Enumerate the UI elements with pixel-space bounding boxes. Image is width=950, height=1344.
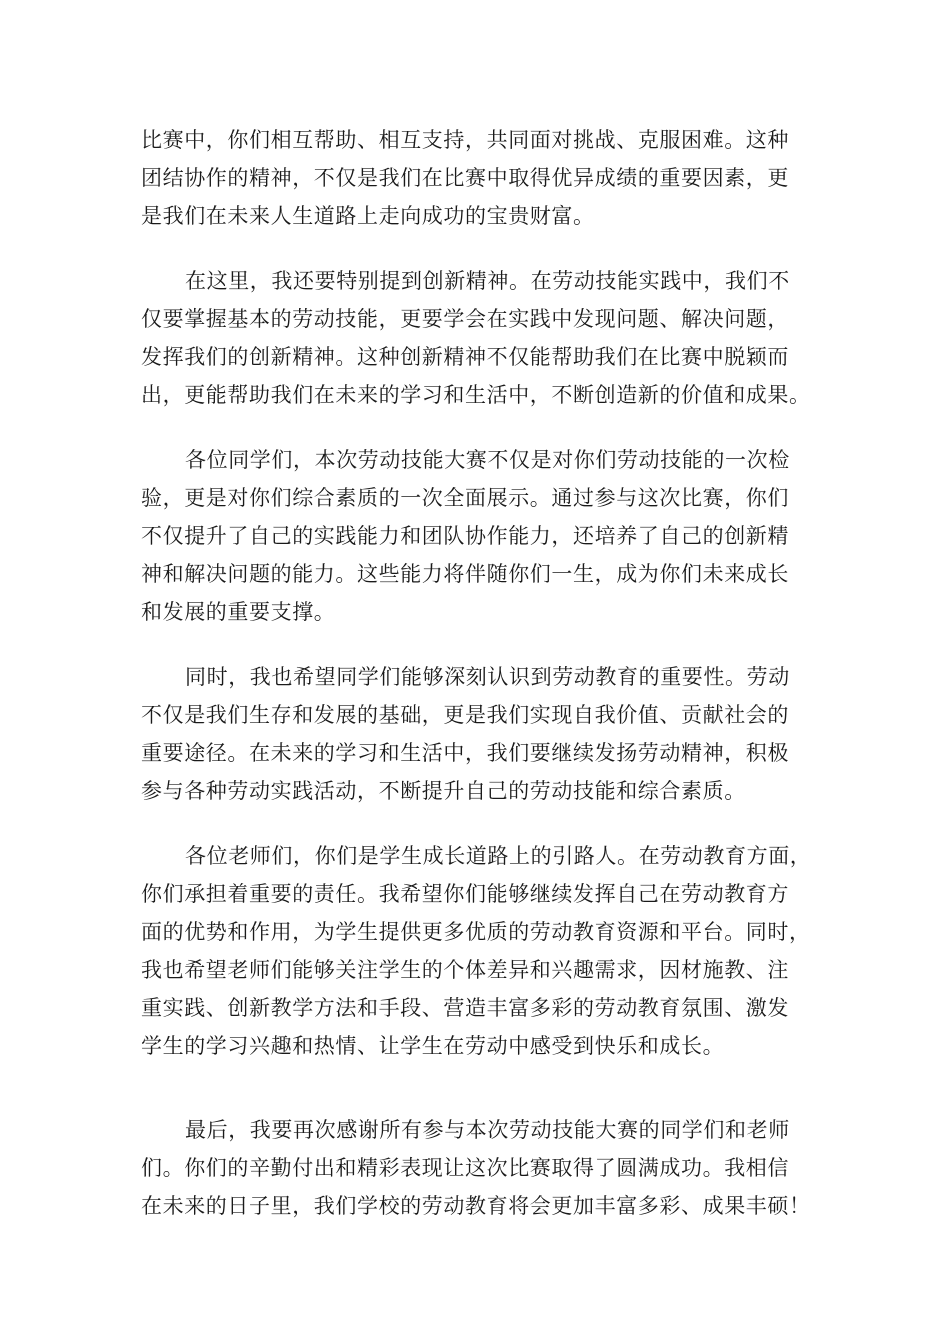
text-line: 在这里，我还要特别提到创新精神。在劳动技能实践中，我们不 xyxy=(185,269,790,293)
text-line: 神和解决问题的能力。这些能力将伴随你们一生，成为你们未来成长 xyxy=(141,562,789,586)
text-line: 各位同学们，本次劳动技能大赛不仅是对你们劳动技能的一次检 xyxy=(185,448,790,472)
paragraph-teachers xyxy=(141,837,833,1065)
text-line: 重实践、创新教学方法和手段、营造丰富多彩的劳动教育氛围、激发 xyxy=(141,996,789,1020)
text-line: 们。你们的辛勤付出和精彩表现让这次比赛取得了圆满成功。我相信 xyxy=(141,1156,789,1180)
paragraph-closing xyxy=(141,1111,833,1225)
paragraph-teamwork xyxy=(141,121,833,235)
text-line: 比赛中，你们相互帮助、相互支持，共同面对挑战、克服困难。这种 xyxy=(141,128,789,152)
text-line: 参与各种劳动实践活动，不断提升自己的劳动技能和综合素质。 xyxy=(141,779,746,803)
text-line: 各位老师们，你们是学生成长道路上的引路人。在劳动教育方面， xyxy=(185,844,812,868)
text-line: 发挥我们的创新精神。这种创新精神不仅能帮助我们在比赛中脱颖而 xyxy=(141,345,789,369)
text-line: 团结协作的精神，不仅是我们在比赛中取得优异成绩的重要因素，更 xyxy=(141,166,789,190)
text-line: 验，更是对你们综合素质的一次全面展示。通过参与这次比赛，你们 xyxy=(141,486,789,510)
text-line: 同时，我也希望同学们能够深刻认识到劳动教育的重要性。劳动 xyxy=(185,665,790,689)
text-line: 重要途径。在未来的学习和生活中，我们要继续发扬劳动精神，积极 xyxy=(141,741,789,765)
text-line: 最后，我要再次感谢所有参与本次劳动技能大赛的同学们和老师 xyxy=(185,1118,790,1142)
paragraph-labor-education xyxy=(141,658,833,810)
text-line: 你们承担着重要的责任。我希望你们能够继续发挥自己在劳动教育方 xyxy=(141,882,789,906)
text-line: 是我们在未来人生道路上走向成功的宝贵财富。 xyxy=(141,204,595,228)
text-line: 在未来的日子里，我们学校的劳动教育将会更加丰富多彩、成果丰硕！ xyxy=(141,1194,811,1218)
text-line: 仅要掌握基本的劳动技能，更要学会在实践中发现问题、解决问题， xyxy=(141,307,789,331)
paragraph-students xyxy=(141,441,833,631)
text-line: 和发展的重要支撑。 xyxy=(141,600,336,624)
text-line: 不仅提升了自己的实践能力和团队协作能力，还培养了自己的创新精 xyxy=(141,524,789,548)
text-line: 面的优势和作用，为学生提供更多优质的劳动教育资源和平台。同时， xyxy=(141,920,811,944)
text-line: 学生的学习兴趣和热情、让学生在劳动中感受到快乐和成长。 xyxy=(141,1034,725,1058)
text-line: 不仅是我们生存和发展的基础，更是我们实现自我价值、贡献社会的 xyxy=(141,703,789,727)
text-line: 出，更能帮助我们在未来的学习和生活中，不断创造新的价值和成果。 xyxy=(141,383,811,407)
text-line: 我也希望老师们能够关注学生的个体差异和兴趣需求，因材施教、注 xyxy=(141,958,789,982)
paragraph-innovation xyxy=(141,262,833,414)
